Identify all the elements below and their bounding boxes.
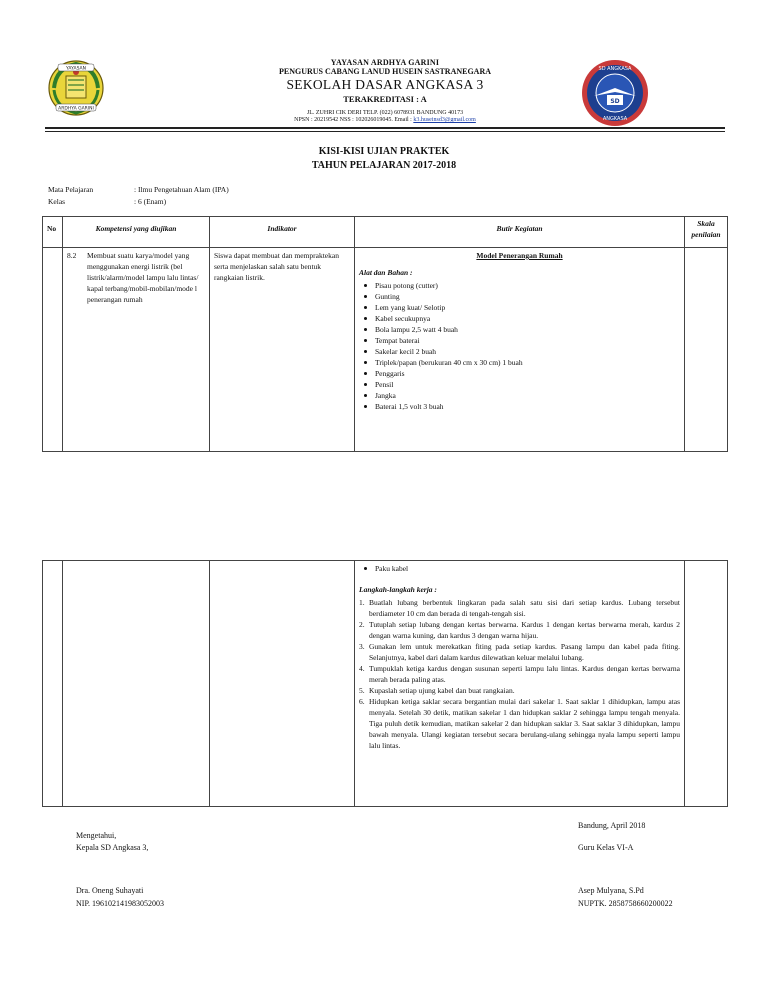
svg-text:ANGKASA: ANGKASA xyxy=(602,116,628,122)
svg-text:YAYASAN: YAYASAN xyxy=(66,66,86,72)
svg-text:SD ANGKASA: SD ANGKASA xyxy=(598,66,632,72)
step-number: 4. xyxy=(359,664,365,673)
table-row xyxy=(43,561,728,807)
cell-no xyxy=(43,561,63,807)
step-number: 1. xyxy=(359,598,365,607)
place-date: Bandung, April 2018 xyxy=(578,821,646,830)
school-address: JL. ZUHRI CIK DERI TELP. (022) 6078931 BANDUNG 40173 xyxy=(306,110,464,116)
step-item xyxy=(359,663,680,685)
step-number: 2. xyxy=(359,620,365,629)
meta-subject: Mata Pelajaran : Ilmu Pengetahuan Alam (IPA) xyxy=(48,185,229,194)
meta-class: Kelas : 6 (Enam) xyxy=(48,197,167,206)
header-score: Skala penilaian xyxy=(685,217,728,248)
step-number: 3. xyxy=(359,642,365,651)
list-item: Paku kabel xyxy=(369,563,680,574)
kisi-table-page1 xyxy=(42,216,728,452)
teacher-name: Asep Mulyana, S.Pd xyxy=(578,886,644,895)
cell-score xyxy=(685,561,728,807)
cell-no xyxy=(43,248,63,452)
school-contact: NPSN : 20219542 NSS : 102026019045. Email : k3.huseinsd3@gmail.com xyxy=(294,117,476,123)
activity-title: Model Penerangan Rumah xyxy=(476,251,563,260)
cell-indicator xyxy=(210,561,355,807)
materials-list xyxy=(359,280,680,412)
accreditation: TERAKREDITASI : A xyxy=(343,94,427,104)
step-text: Hidupkan ketiga saklar secara bergantian mulai dari sakelar 1. Saat saklar 1 dihidupkan, lampu atas menyala. Setelah 30 detik, matikan sakelar 1 dan hidupkan saklar 2 sehingga lampu tengah menyala. Tiga puluh detik kemudian, matikan sakelar 2 dan hidupkan saklar 3. Saat saklar 3 dihidupkan, lampu bawah menyala. Ulangi kegiatan tersebut secara berulang-ulang sehingga nyala lampu seperti lampu lalu lintas. xyxy=(369,697,680,750)
branch-name: PENGURUS CABANG LANUD HUSEIN SASTRANEGARA xyxy=(278,67,492,76)
step-text: Kupaslah setiap ujung kabel dan buat rangkaian. xyxy=(369,686,515,695)
headmaster-nip: NIP. 196102141983052003 xyxy=(76,899,165,908)
step-number: 6. xyxy=(359,697,365,706)
list-item: Penggaris xyxy=(369,368,680,379)
cell-activity xyxy=(355,248,685,452)
step-item xyxy=(359,641,680,663)
step-number: 5. xyxy=(359,686,365,695)
list-item: Pensil xyxy=(369,379,680,390)
doc-title: KISI-KISI UJIAN PRAKTEK xyxy=(318,146,450,157)
cell-indicator: Siswa dapat membuat dan mempraktekan serta menjelaskan salah satu bentuk rangkaian listrik. xyxy=(210,248,355,452)
list-item: Jangka xyxy=(369,390,680,401)
cell-competency: 8.2 Membuat suatu karya/model yang menggunakan energi listrik (bel listrik/alarm/model lampu lalu lintas/ kapal terbang/mobil-mobilan/mode l penerangan rumah xyxy=(63,248,210,452)
doc-subtitle: TAHUN PELAJARAN 2017-2018 xyxy=(311,160,457,171)
list-item: Triplek/papan (berukuran 40 cm x 30 cm) 1 buah xyxy=(369,357,680,368)
step-item xyxy=(359,619,680,641)
header-indicator: Indikator xyxy=(210,217,355,248)
step-item xyxy=(359,696,680,751)
step-text: Tumpuklah ketiga kardus dengan susunan seperti lampu lalu lintas. Kardus dengan kertas berwarna merah berada paling atas. xyxy=(369,664,680,684)
foundation-name: YAYASAN ARDHYA GARINI xyxy=(330,58,440,67)
list-item: Baterai 1,5 volt 3 buah xyxy=(369,401,680,412)
teacher-title: Guru Kelas VI-A xyxy=(578,843,634,852)
table-header-row xyxy=(43,217,728,248)
list-item: Gunting xyxy=(369,291,680,302)
header-rule-thin xyxy=(45,131,725,132)
school-name: SEKOLAH DASAR ANGKASA 3 xyxy=(286,77,484,92)
header-rule-thick xyxy=(45,127,725,129)
list-item: Pisau potong (cutter) xyxy=(369,280,680,291)
step-text: Buatlah lubang berbentuk lingkaran pada salah satu sisi dari setiap kardus. Lubang tersebut berdiameter 10 cm dan berada di tengah-tengah sisi. xyxy=(369,598,680,618)
step-text: Gunakan lem untuk merekatkan fiting pada setiap kardus. Pasang lampu dan kabel pada fiting. Selanjutnya, kabel dari dalam kardus dilewatkan keluar melalui lubang. xyxy=(369,642,680,662)
cell-competency xyxy=(63,561,210,807)
header-no: No xyxy=(43,217,63,248)
yayasan-logo xyxy=(46,58,106,118)
kisi-table-page2 xyxy=(42,560,728,807)
step-item xyxy=(359,685,680,696)
list-item: Bola lampu 2,5 watt 4 buah xyxy=(369,324,680,335)
cell-score xyxy=(685,248,728,452)
materials-title: Alat dan Bahan : xyxy=(359,268,413,277)
cell-activity xyxy=(355,561,685,807)
list-item: Sakelar kecil 2 buah xyxy=(369,346,680,357)
steps-title: Langkah-langkah kerja : xyxy=(359,585,437,594)
acknowledge-label: Mengetahui, xyxy=(76,831,117,840)
list-item: Tempat baterai xyxy=(369,335,680,346)
svg-text:ARDHYA GARINI: ARDHYA GARINI xyxy=(58,106,94,112)
svg-text:SD: SD xyxy=(610,98,620,105)
step-item xyxy=(359,597,680,619)
headmaster-title: Kepala SD Angkasa 3, xyxy=(76,843,149,852)
table-row xyxy=(43,248,728,452)
teacher-nuptk: NUPTK. 2858758660200022 xyxy=(578,899,673,908)
angkasa-logo xyxy=(580,58,650,128)
header-competency: Kompetensi yang diujikan xyxy=(63,217,210,248)
materials-list-cont xyxy=(359,563,680,574)
email-link[interactable]: k3.huseinsd3@gmail.com xyxy=(413,117,476,123)
header-activity: Butir Kegiatan xyxy=(355,217,685,248)
headmaster-name: Dra. Oneng Suhayati xyxy=(76,886,144,895)
list-item: Kabel secukupnya xyxy=(369,313,680,324)
step-text: Tutuplah setiap lubang dengan kertas berwarna. Kardus 1 dengan kertas berwarna merah, kardus 2 dengan warna kuning, dan kardus 3 dengan warna hijau. xyxy=(369,620,680,640)
steps-list xyxy=(359,597,680,751)
list-item: Lem yang kuat/ Selotip xyxy=(369,302,680,313)
